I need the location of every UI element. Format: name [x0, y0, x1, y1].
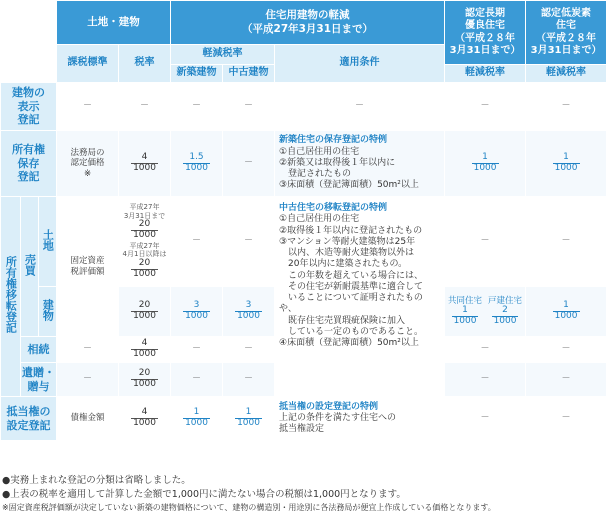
fraction: $\frac{20}{1000}$ [133, 299, 156, 321]
header-conditions: 適用条件 [275, 45, 445, 83]
corner-blank-3 [1, 65, 57, 83]
cell-dash: － [57, 363, 119, 397]
mortgage-new-rate [171, 397, 223, 441]
corner-blank [1, 1, 57, 45]
gift-tax-rate [119, 363, 171, 397]
header-reduced-rate-lt: 軽減税率 [445, 65, 526, 83]
footnotes [2, 474, 606, 513]
condition-line: ③床面積（登記簿面積）50m²以上 [279, 180, 419, 191]
cell-dash: － [223, 131, 275, 197]
fraction: $\frac{20}{1000}$ [133, 258, 156, 279]
row-label-preservation: 所有権 保存 登記 [1, 131, 57, 197]
condition-line: ①自己居住用の住宅 [279, 214, 360, 225]
condition-line: 既存住宅売買瑕疵保険に加入 [279, 315, 406, 326]
cell-dash: － [445, 397, 526, 441]
row-label-land: 土地 [39, 197, 57, 287]
cell-dash: － [57, 337, 119, 363]
building-lt-rate [445, 287, 526, 337]
footnote: ●上表の税率を適用して計算した金額で1,000円に満たない場合の税額は1,000円となります。 [2, 488, 406, 500]
header-housing-relief [171, 1, 445, 45]
fraction: $\frac{3}{1000}$ [237, 299, 260, 321]
cell-dash: － [171, 337, 223, 363]
lt-detached-housing: 戸建住宅 $\frac{2}{1000}$ [488, 295, 523, 327]
condition-line: この年数を超えている場合には、 [279, 270, 424, 281]
row-label-transfer: 所有権移転登記 [1, 197, 21, 397]
cell-dash: － [223, 337, 275, 363]
preservation-lc-rate [526, 131, 607, 197]
transfer-conditions [275, 197, 445, 397]
fraction: $\frac{1}{1000}$ [185, 406, 208, 428]
header-tax-rate: 税率 [119, 45, 171, 83]
conditions-title: 新築住宅の保存登記の特例 [279, 135, 388, 146]
conditions-title: 抵当権の設定登記の特例 [279, 401, 379, 412]
lt-shared-housing: 共同住宅 $\frac{1}{1000}$ [448, 295, 483, 327]
fraction: $\frac{4}{1000}$ [133, 151, 156, 173]
cell-dash: － [171, 197, 223, 287]
cell-dash: － [445, 337, 526, 363]
condition-line: 上記の条件を満たす住宅への [279, 412, 397, 423]
header-reduced-rate-lc: 軽減税率 [526, 65, 607, 83]
cell-dash: － [275, 83, 445, 131]
cell-dash: － [223, 83, 275, 131]
header-reduced-rate: 軽減税率 [171, 45, 275, 65]
row-label-mortgage: 抵当権の 設定登記 [1, 397, 57, 441]
building-used-rate [223, 287, 275, 337]
preservation-conditions [275, 131, 445, 197]
land-rate-note-1: 平成27年 3月31日まで [123, 202, 166, 220]
cell-dash: － [223, 197, 275, 287]
fraction: $\frac{1}{1000}$ [237, 406, 260, 428]
condition-line: 抵当権設定 [279, 424, 325, 435]
building-lc-rate [526, 287, 607, 337]
footnote: ※固定資産税評価額が決定していない新築の建物価格について、建物の構造別・用途別に各法務局が便宜上作成している価格となります。 [2, 502, 496, 512]
row-label-gift: 遺贈・ 贈与 [21, 363, 57, 397]
preservation-new-rate [171, 131, 223, 197]
condition-line: 登記されたもの [279, 169, 352, 180]
fraction: $\frac{1}{1000}$ [473, 151, 497, 173]
condition-line: 20年以内に建築されたもの。 [279, 259, 408, 270]
transfer-tax-base: 固定資産 税評価額 [57, 197, 119, 337]
row-label-sale: 売買 [21, 197, 39, 337]
cell-dash: － [445, 363, 526, 397]
condition-line: ②新築又は取得後１年以内に [279, 157, 396, 168]
cell-dash: － [526, 197, 607, 287]
footnote: ●実務上まれな登記の分類は省略しました。 [2, 475, 191, 486]
land-tax-rate [119, 197, 171, 287]
row-label-building: 建物 [39, 287, 57, 337]
mortgage-conditions [275, 397, 445, 441]
header-long-term-housing: 認定長期 優良住宅 （平成２８年 3月31日まで） [445, 1, 526, 65]
cell-dash: － [119, 83, 171, 131]
preservation-tax-base: 法務局の 認定価格 ※ [57, 131, 119, 197]
preservation-lt-rate [445, 131, 526, 197]
fraction: $\frac{4}{1000}$ [133, 337, 156, 359]
cell-dash: － [445, 83, 526, 131]
fraction: $\frac{20}{1000}$ [133, 219, 156, 241]
cell-dash: － [171, 363, 223, 397]
cell-dash: － [445, 197, 526, 287]
fraction: $\frac{1}{1000}$ [554, 151, 578, 173]
condition-line: ①自己居住用の住宅 [279, 146, 360, 157]
building-tax-rate [119, 287, 171, 337]
mortgage-tax-base: 債権金額 [57, 397, 119, 441]
land-rate-note-2: 平成27年 4月1日以降は [122, 241, 167, 259]
header-land-building: 土地・建物 [57, 1, 171, 45]
row-label-display: 建物の 表示 登記 [1, 83, 57, 131]
fraction: $\frac{1}{1000}$ [453, 305, 477, 327]
housing-relief-period: （平成27年3月31日まで） [242, 22, 374, 35]
cell-dash: － [526, 83, 607, 131]
cell-dash: － [526, 363, 607, 397]
header-used-building: 中古建物 [223, 65, 275, 83]
fraction: $\frac{4}{1000}$ [133, 406, 156, 428]
fraction: $\frac{1}{1000}$ [554, 299, 578, 321]
header-tax-base: 課税標準 [57, 45, 119, 83]
fraction: $\frac{1.5}{1000}$ [185, 151, 208, 173]
fraction: $\frac{3}{1000}$ [185, 299, 208, 321]
preservation-tax-rate [119, 131, 171, 197]
condition-line: その住宅が新耐震基準に適合して [279, 281, 424, 292]
condition-line: ③マンション等耐火建築物は25年 [279, 236, 416, 247]
condition-line: ②取得後１年以内に登記されたもの [279, 225, 423, 236]
condition-line: 以内、木造等耐火建築物以外は [279, 248, 415, 258]
cell-dash: － [223, 363, 275, 397]
cell-dash: － [526, 397, 607, 441]
header-new-building: 新築建物 [171, 65, 223, 83]
condition-line: ④床面積（登記簿面積）50m²以上 [279, 338, 419, 348]
inheritance-tax-rate [119, 337, 171, 363]
building-new-rate [171, 287, 223, 337]
housing-relief-title: 住宅用建物の軽減 [265, 9, 350, 22]
cell-dash: － [171, 83, 223, 131]
header-low-carbon-housing: 認定低炭素 住宅 （平成２８年 3月31日まで） [526, 1, 607, 65]
mortgage-used-rate [223, 397, 275, 441]
conditions-title: 中古住宅の移転登記の特例 [279, 203, 388, 213]
corner-blank-2 [1, 45, 57, 65]
cell-dash: － [526, 337, 607, 363]
fraction: $\frac{2}{1000}$ [493, 305, 517, 327]
mortgage-tax-rate [119, 397, 171, 441]
fraction: $\frac{20}{1000}$ [133, 367, 156, 389]
row-label-inheritance: 相続 [21, 337, 57, 363]
cell-dash: － [57, 83, 119, 131]
condition-line: している一定のものであること。 [279, 326, 424, 337]
condition-line: いることについて証明されたものや、 [279, 293, 423, 315]
